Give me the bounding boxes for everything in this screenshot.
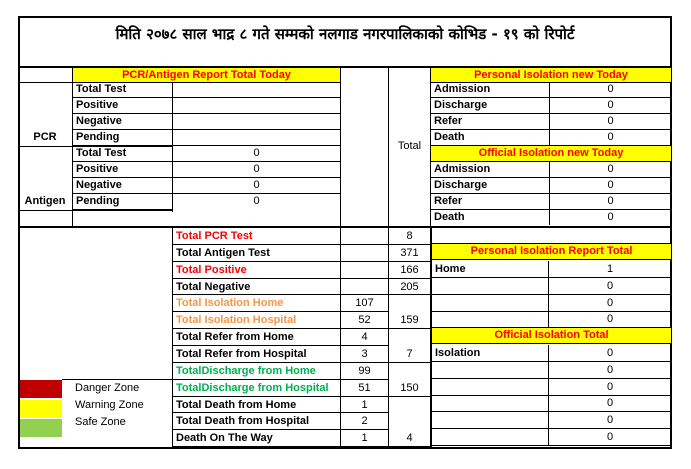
row-value: 0 [548, 362, 671, 378]
row-value: 0 [549, 98, 671, 113]
row-value: 0 [548, 345, 671, 361]
legend-swatch-warning [20, 400, 62, 418]
table-row [73, 162, 340, 178]
sub-value: 2 [341, 413, 388, 430]
row-value: 0 [548, 278, 671, 294]
row-label: Negative [76, 179, 122, 191]
table-row [432, 362, 672, 379]
total-value: 7 [389, 346, 430, 363]
table-row [173, 245, 431, 262]
row-value: 0 [548, 412, 671, 428]
total-label: Total PCR Test [173, 228, 340, 245]
total-value: 166 [389, 262, 430, 279]
total-value [389, 413, 430, 430]
total-label: Total Antigen Test [173, 245, 340, 262]
table-row [73, 194, 173, 211]
row-label: Admission [434, 163, 491, 175]
official-isolation-total-header: Official Isolation Total [432, 328, 671, 344]
table-row [431, 130, 672, 146]
row-value: 0 [548, 312, 671, 327]
table-row [432, 312, 672, 328]
row-label: Negative [76, 115, 122, 127]
row-value: 0 [549, 194, 671, 209]
table-row [431, 114, 672, 130]
sub-value: 52 [341, 312, 388, 329]
personal-isolation-today-header: Personal Isolation new Today [431, 68, 671, 82]
total-label: Total Death from Home [173, 397, 340, 413]
total-label: Total Isolation Hospital [173, 312, 340, 329]
row-value: 0 [253, 147, 260, 159]
table-row [431, 82, 672, 98]
row-label: Pending [76, 195, 120, 207]
sub-value: 3 [341, 346, 388, 363]
row-label: Total Test [76, 147, 127, 159]
pcr-group-label: PCR [33, 131, 57, 143]
total-label: TotalDischarge from Hospital [173, 380, 340, 397]
table-row [173, 430, 431, 447]
row-value: 0 [548, 379, 671, 395]
table-row [173, 363, 431, 380]
row-value: 0 [549, 210, 671, 225]
table-row [73, 82, 340, 98]
total-column-label: Total [397, 140, 422, 152]
total-label: Total Refer from Home [173, 329, 340, 346]
personal-isolation-total-header: Personal Isolation Report Total [432, 244, 671, 260]
table-row [432, 278, 672, 295]
sub-value [341, 228, 388, 245]
row-label: Home [435, 263, 466, 275]
total-value: 205 [389, 279, 430, 295]
sub-value: 51 [341, 380, 388, 397]
total-value [389, 295, 430, 312]
report-title: मिति २०७८ साल भाद्र ८ गते सम्मको नलगाड नगरपालिकाको कोभिड - १९ को रिपोर्ट [115, 25, 575, 43]
row-value: 0 [549, 114, 671, 129]
row-label: Positive [76, 99, 119, 111]
table-row [432, 379, 672, 396]
total-value [389, 363, 430, 380]
table-row [432, 295, 672, 312]
divider [340, 67, 341, 227]
row-value: 0 [549, 162, 671, 177]
row-value: 0 [548, 429, 671, 445]
table-row [73, 178, 340, 194]
table-row [431, 98, 672, 114]
total-label: Total Death from Hospital [173, 413, 340, 430]
sub-value: 107 [341, 295, 388, 312]
row-label: Discharge [434, 99, 488, 111]
row-value: 0 [253, 163, 260, 175]
row-value: 0 [253, 179, 260, 191]
table-row [73, 114, 340, 130]
table-row [432, 412, 672, 429]
total-value: 371 [389, 245, 430, 262]
table-row [173, 329, 431, 346]
legend-swatch-danger [20, 380, 62, 398]
antigen-group-label: Antigen [24, 195, 66, 207]
table-row [432, 429, 672, 446]
table-row [432, 261, 672, 278]
total-value [389, 329, 430, 346]
row-label: Discharge [434, 179, 488, 191]
pcr-antigen-header: PCR/Antigen Report Total Today [73, 68, 340, 82]
row-label: Death [434, 131, 465, 143]
row-label: Pending [76, 131, 120, 143]
divider [18, 210, 72, 211]
total-value: 8 [389, 228, 430, 245]
row-label: Total Test [76, 83, 127, 95]
sub-value: 99 [341, 363, 388, 380]
table-row [173, 262, 431, 279]
table-row [431, 162, 672, 178]
table-row [431, 194, 672, 210]
legend-label: Safe Zone [75, 416, 126, 428]
row-value: 0 [549, 130, 671, 145]
official-isolation-today-header: Official Isolation new Today [431, 146, 671, 162]
sub-value: 1 [341, 397, 388, 413]
legend-label: Danger Zone [75, 382, 140, 394]
table-row [432, 396, 672, 412]
table-row [173, 279, 431, 295]
total-value: 4 [389, 430, 430, 447]
total-label: Death On The Way [173, 430, 340, 447]
row-label: Refer [434, 115, 463, 127]
table-row [431, 210, 672, 226]
table-row [173, 312, 431, 329]
table-row [431, 178, 672, 194]
row-value: 0 [548, 396, 671, 411]
table-row [173, 413, 431, 430]
total-value [389, 397, 430, 413]
row-label: Refer [434, 195, 463, 207]
total-label: Total Negative [173, 279, 340, 295]
legend-swatch-safe [20, 419, 62, 437]
sub-value: 4 [341, 329, 388, 346]
table-row [173, 397, 431, 413]
divider [62, 379, 172, 380]
row-value: 1 [548, 261, 671, 277]
row-label: Death [434, 211, 465, 223]
row-label: Isolation [435, 347, 481, 359]
legend-label: Warning Zone [75, 399, 144, 411]
row-value: 0 [548, 295, 671, 311]
table-row [173, 295, 431, 312]
total-value: 159 [389, 312, 430, 329]
table-row [73, 146, 340, 162]
row-label: Positive [76, 163, 119, 175]
table-row [73, 130, 340, 146]
table-row [173, 346, 431, 363]
sub-value [341, 245, 388, 262]
sub-value [341, 279, 388, 295]
row-value: 0 [253, 195, 260, 207]
total-value: 150 [389, 380, 430, 397]
row-label: Admission [434, 83, 491, 95]
table-row [173, 380, 431, 397]
total-label: Total Positive [173, 262, 340, 279]
table-row [173, 228, 431, 245]
sub-value: 1 [341, 430, 388, 447]
total-label: TotalDischarge from Home [173, 363, 340, 380]
row-value: 0 [549, 82, 671, 97]
total-label: Total Isolation Home [173, 295, 340, 312]
sub-value [341, 262, 388, 279]
total-label: Total Refer from Hospital [173, 346, 340, 363]
empty-row [432, 228, 672, 244]
table-row [432, 345, 672, 362]
table-row [73, 98, 340, 114]
row-value: 0 [549, 178, 671, 193]
